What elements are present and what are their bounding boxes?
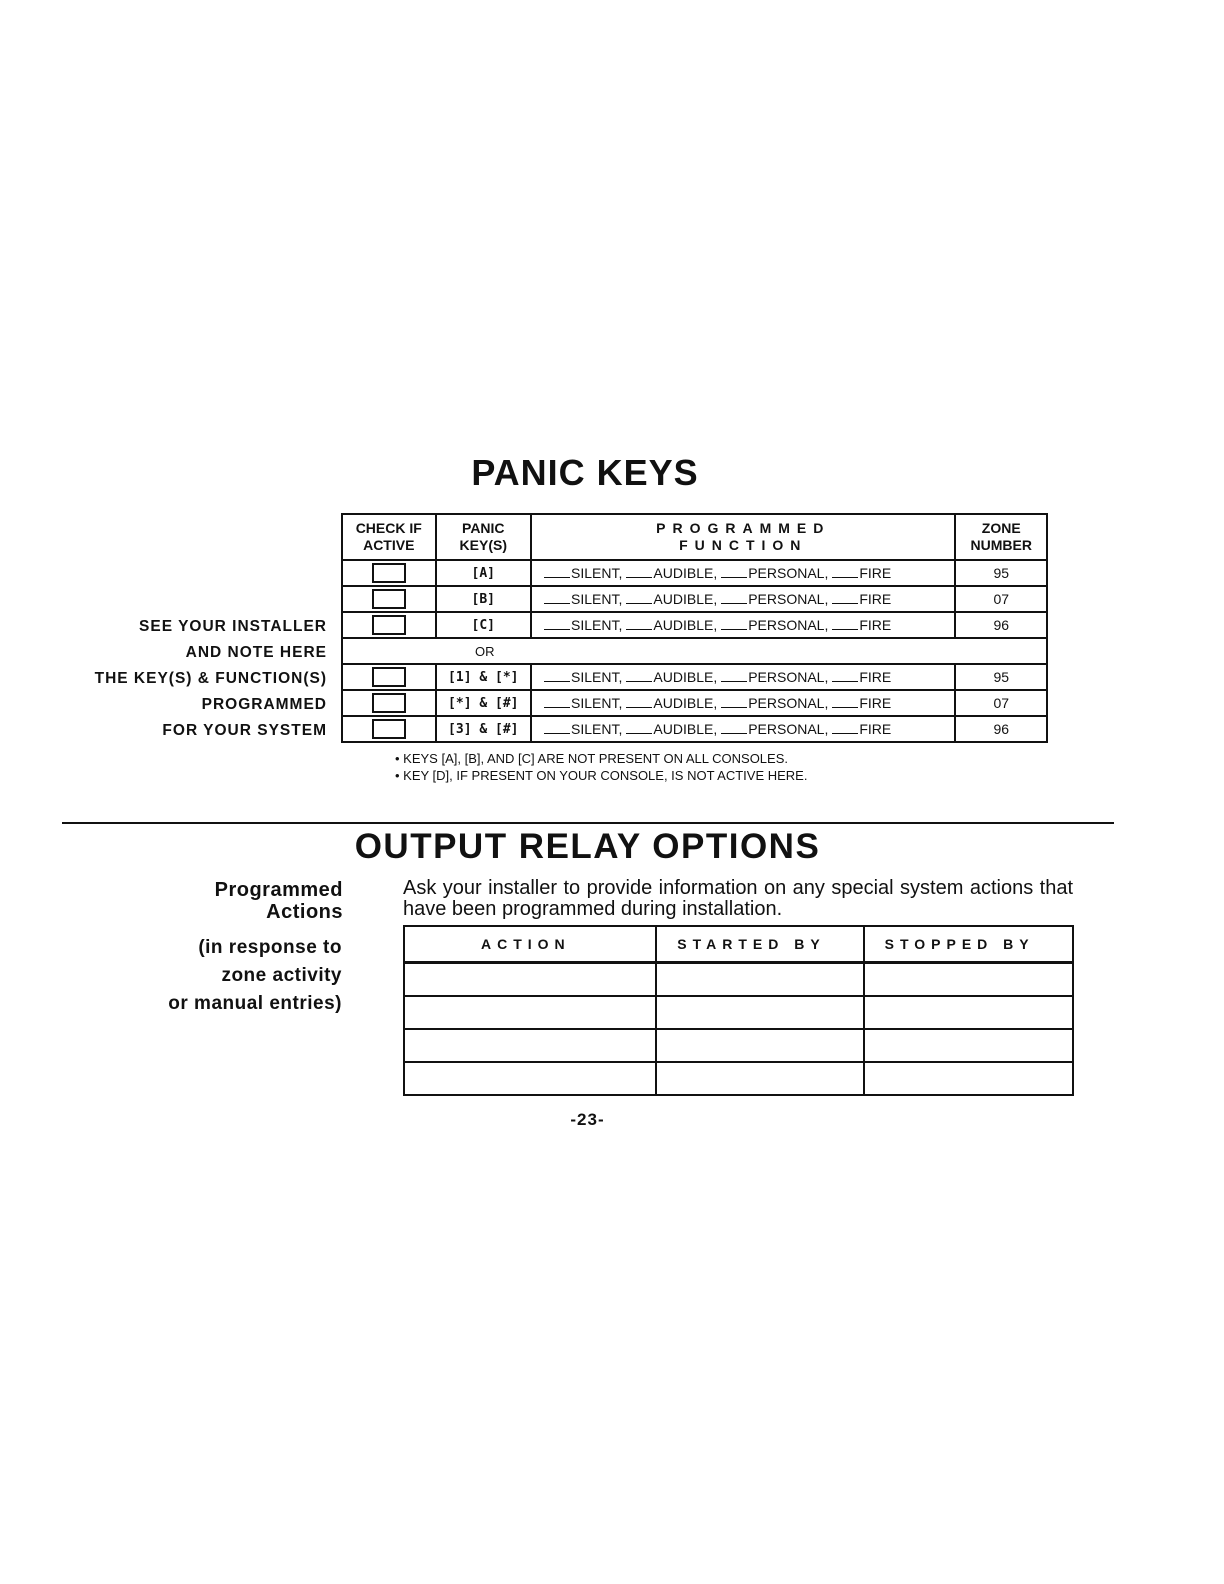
panic-notes bbox=[395, 750, 807, 784]
active-checkbox-cell bbox=[342, 560, 436, 586]
header-line: CHECK IF bbox=[355, 520, 422, 536]
check-if-active-header bbox=[342, 514, 436, 560]
function-option-label: SILENT, bbox=[571, 669, 623, 685]
note-line: • KEYS [A], [B], AND [C] ARE NOT PRESENT ON ALL CONSOLES. bbox=[395, 751, 788, 766]
programmed-function-header bbox=[531, 514, 955, 560]
relay-row bbox=[404, 996, 1073, 1029]
zone-number: 95 bbox=[955, 664, 1047, 690]
zone-number: 96 bbox=[955, 716, 1047, 742]
active-checkbox[interactable] bbox=[372, 693, 406, 713]
side-note-line: THE KEY(S) & FUNCTION(S) bbox=[94, 670, 327, 687]
function-option-label: PERSONAL, bbox=[748, 721, 829, 737]
function-option-label: SILENT, bbox=[571, 591, 623, 607]
function-option-label: SILENT, bbox=[571, 695, 623, 711]
active-checkbox[interactable] bbox=[372, 615, 406, 635]
fill-in-blank[interactable] bbox=[832, 695, 858, 708]
action-header: ACTION bbox=[404, 926, 656, 963]
panic-key: [3] & [#] bbox=[436, 716, 532, 742]
function-option-label: FIRE bbox=[859, 617, 892, 633]
or-label: OR bbox=[342, 638, 1047, 664]
panic-table-header bbox=[342, 514, 1047, 560]
active-checkbox[interactable] bbox=[372, 719, 406, 739]
fill-in-blank[interactable] bbox=[721, 565, 747, 578]
active-checkbox[interactable] bbox=[372, 589, 406, 609]
function-option-label: SILENT, bbox=[571, 565, 623, 581]
function-options bbox=[531, 612, 955, 638]
stopped-by-cell[interactable] bbox=[864, 963, 1073, 997]
panic-row bbox=[342, 560, 1047, 586]
function-options bbox=[531, 716, 955, 742]
panic-key: [B] bbox=[436, 586, 532, 612]
started-by-header: STARTED BY bbox=[656, 926, 863, 963]
side-note-line: SEE YOUR INSTALLER bbox=[139, 618, 327, 635]
stopped-by-cell[interactable] bbox=[864, 1029, 1073, 1062]
header-line: KEY(S) bbox=[459, 537, 507, 553]
panic-keys-title: PANIC KEYS bbox=[471, 452, 699, 493]
panic-row bbox=[342, 586, 1047, 612]
zone-number: 07 bbox=[955, 690, 1047, 716]
fill-in-blank[interactable] bbox=[544, 695, 570, 708]
function-option-label: PERSONAL, bbox=[748, 617, 829, 633]
fill-in-blank[interactable] bbox=[832, 591, 858, 604]
relay-row bbox=[404, 963, 1073, 997]
action-cell[interactable] bbox=[404, 963, 656, 997]
fill-in-blank[interactable] bbox=[626, 565, 652, 578]
function-option-label: SILENT, bbox=[571, 721, 623, 737]
fill-in-blank[interactable] bbox=[626, 695, 652, 708]
action-cell[interactable] bbox=[404, 996, 656, 1029]
fill-in-blank[interactable] bbox=[832, 617, 858, 630]
page-number: -23- bbox=[570, 1110, 605, 1129]
header-line: PANIC bbox=[462, 520, 505, 536]
action-cell[interactable] bbox=[404, 1062, 656, 1095]
function-options bbox=[531, 586, 955, 612]
fill-in-blank[interactable] bbox=[626, 721, 652, 734]
output-relay-title: OUTPUT RELAY OPTIONS bbox=[354, 827, 821, 866]
active-checkbox-cell bbox=[342, 586, 436, 612]
header-line: NUMBER bbox=[970, 537, 1032, 553]
function-option-label: FIRE bbox=[859, 565, 892, 581]
or-row bbox=[342, 638, 1047, 664]
started-by-cell[interactable] bbox=[656, 963, 863, 997]
installer-side-note bbox=[60, 614, 327, 744]
fill-in-blank[interactable] bbox=[626, 669, 652, 682]
relay-table-header bbox=[404, 926, 1073, 963]
started-by-cell[interactable] bbox=[656, 1062, 863, 1095]
subheading-line: zone activity bbox=[221, 965, 342, 986]
panic-key: [1] & [*] bbox=[436, 664, 532, 690]
panic-rows-combos bbox=[342, 664, 1047, 742]
panic-keys-header bbox=[436, 514, 532, 560]
subheading-line: (in response to bbox=[198, 937, 342, 958]
programmed-actions-subheading bbox=[120, 934, 342, 1018]
relay-intro-text: Ask your installer to provide information on any special system actions that have been programmed during installation. bbox=[403, 877, 1073, 920]
relay-actions-table bbox=[403, 925, 1074, 1096]
stopped-by-header: STOPPED BY bbox=[864, 926, 1073, 963]
function-option-label: PERSONAL, bbox=[748, 565, 829, 581]
function-option-label: SILENT, bbox=[571, 617, 623, 633]
panic-key: [C] bbox=[436, 612, 532, 638]
zone-number: 95 bbox=[955, 560, 1047, 586]
fill-in-blank[interactable] bbox=[832, 721, 858, 734]
relay-rows bbox=[404, 963, 1073, 1096]
function-options bbox=[531, 560, 955, 586]
function-options bbox=[531, 664, 955, 690]
stopped-by-cell[interactable] bbox=[864, 996, 1073, 1029]
relay-row bbox=[404, 1029, 1073, 1062]
stopped-by-cell[interactable] bbox=[864, 1062, 1073, 1095]
section-divider bbox=[62, 822, 1114, 824]
programmed-actions-heading bbox=[120, 879, 343, 923]
fill-in-blank[interactable] bbox=[832, 565, 858, 578]
function-option-label: AUDIBLE, bbox=[653, 565, 718, 581]
zone-number: 96 bbox=[955, 612, 1047, 638]
heading-line: Programmed bbox=[214, 879, 343, 901]
fill-in-blank[interactable] bbox=[544, 565, 570, 578]
action-cell[interactable] bbox=[404, 1029, 656, 1062]
panic-key: [A] bbox=[436, 560, 532, 586]
fill-in-blank[interactable] bbox=[544, 669, 570, 682]
function-option-label: FIRE bbox=[859, 591, 892, 607]
zone-number: 07 bbox=[955, 586, 1047, 612]
header-line: ZONE bbox=[981, 520, 1021, 536]
fill-in-blank[interactable] bbox=[721, 695, 747, 708]
function-option-label: AUDIBLE, bbox=[653, 721, 718, 737]
function-option-label: PERSONAL, bbox=[748, 591, 829, 607]
function-option-label: AUDIBLE, bbox=[653, 669, 718, 685]
header-line: ACTIVE bbox=[363, 537, 415, 553]
active-checkbox[interactable] bbox=[372, 667, 406, 687]
fill-in-blank[interactable] bbox=[544, 721, 570, 734]
function-option-label: AUDIBLE, bbox=[653, 617, 718, 633]
active-checkbox-cell bbox=[342, 690, 436, 716]
fill-in-blank[interactable] bbox=[721, 669, 747, 682]
active-checkbox-cell bbox=[342, 664, 436, 690]
heading-line: Actions bbox=[266, 901, 343, 923]
panic-row bbox=[342, 612, 1047, 638]
fill-in-blank[interactable] bbox=[544, 591, 570, 604]
subheading-line: or manual entries) bbox=[168, 993, 342, 1014]
side-note-line: FOR YOUR SYSTEM bbox=[162, 722, 327, 739]
panic-rows-keys bbox=[342, 560, 1047, 638]
function-option-label: AUDIBLE, bbox=[653, 591, 718, 607]
function-option-label: PERSONAL, bbox=[748, 669, 829, 685]
zone-number-header bbox=[955, 514, 1047, 560]
fill-in-blank[interactable] bbox=[721, 617, 747, 630]
side-note-line: AND NOTE HERE bbox=[185, 644, 327, 661]
panic-row bbox=[342, 716, 1047, 742]
fill-in-blank[interactable] bbox=[544, 617, 570, 630]
active-checkbox-cell bbox=[342, 612, 436, 638]
note-line: • KEY [D], IF PRESENT ON YOUR CONSOLE, IS NOT ACTIVE HERE. bbox=[395, 768, 808, 783]
function-option-label: FIRE bbox=[859, 721, 892, 737]
panic-row bbox=[342, 690, 1047, 716]
panic-key: [*] & [#] bbox=[436, 690, 532, 716]
header-line: PROGRAMMED bbox=[656, 520, 831, 536]
function-options bbox=[531, 690, 955, 716]
function-option-label: FIRE bbox=[859, 669, 892, 685]
fill-in-blank[interactable] bbox=[626, 591, 652, 604]
started-by-cell[interactable] bbox=[656, 1029, 863, 1062]
function-option-label: FIRE bbox=[859, 695, 892, 711]
started-by-cell[interactable] bbox=[656, 996, 863, 1029]
side-note-line: PROGRAMMED bbox=[201, 696, 327, 713]
fill-in-blank[interactable] bbox=[721, 591, 747, 604]
active-checkbox-cell bbox=[342, 716, 436, 742]
function-option-label: PERSONAL, bbox=[748, 695, 829, 711]
fill-in-blank[interactable] bbox=[721, 721, 747, 734]
panic-row bbox=[342, 664, 1047, 690]
active-checkbox[interactable] bbox=[372, 563, 406, 583]
header-line: FUNCTION bbox=[679, 537, 808, 553]
function-option-label: AUDIBLE, bbox=[653, 695, 718, 711]
panic-keys-table bbox=[341, 513, 1048, 743]
relay-row bbox=[404, 1062, 1073, 1095]
fill-in-blank[interactable] bbox=[626, 617, 652, 630]
fill-in-blank[interactable] bbox=[832, 669, 858, 682]
